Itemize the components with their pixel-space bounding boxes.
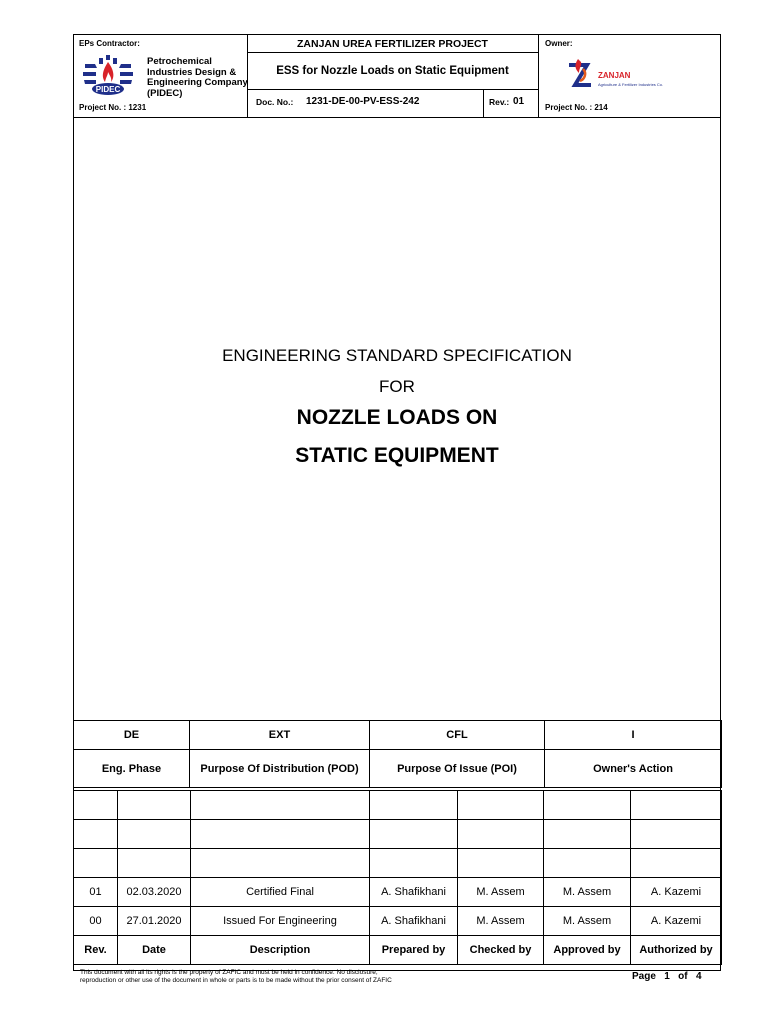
revision-row-empty (74, 791, 722, 820)
table-cell (370, 791, 458, 820)
status-code-pod: EXT (190, 721, 370, 750)
pidec-logo (79, 52, 137, 98)
spec-title-line-2: FOR (379, 377, 415, 396)
revision-row-empty (74, 820, 722, 849)
company-line-4: (PIDEC) (147, 87, 183, 99)
status-table (73, 720, 722, 788)
table-cell (544, 849, 631, 878)
table-cell (74, 820, 118, 849)
description-cell: Certified Final (191, 878, 370, 907)
status-label-pod: Purpose Of Distribution (POD) (190, 750, 370, 788)
table-cell (74, 849, 118, 878)
status-label-poi: Purpose Of Issue (POI) (370, 750, 545, 788)
rev-label: Rev.: (489, 97, 510, 107)
pidec-logo-icon (79, 52, 137, 98)
company-line-1: Petrochemical (147, 56, 212, 67)
checked-by-cell: M. Assem (458, 878, 544, 907)
table-cell (191, 820, 370, 849)
page-indicator (632, 971, 702, 982)
table-cell (191, 791, 370, 820)
rev-value: 01 (513, 96, 525, 107)
doc-no-value: 1231-DE-00-PV-ESS-242 (306, 96, 420, 107)
status-code-poi: CFL (370, 721, 545, 750)
authorized-by-cell: A. Kazemi (631, 878, 722, 907)
of-label: of (678, 971, 688, 982)
page-total: 4 (695, 971, 702, 982)
header-mid-rule-1 (247, 52, 538, 53)
header-checked-by: Checked by (458, 936, 544, 965)
date-cell: 02.03.2020 (118, 878, 191, 907)
header-description: Description (191, 936, 370, 965)
revision-row-empty (74, 849, 722, 878)
rev-cell: 00 (74, 907, 118, 936)
revision-row (74, 878, 722, 907)
approved-by-cell: M. Assem (544, 878, 631, 907)
zanjan-logo-icon (565, 55, 690, 97)
status-code-eng-phase: DE (74, 721, 190, 750)
table-cell (191, 849, 370, 878)
zanjan-logo (565, 55, 690, 97)
project-title: ZANJAN UREA FERTILIZER PROJECT (297, 38, 488, 50)
authorized-by-cell: A. Kazemi (631, 907, 722, 936)
spec-title-line-3: NOZZLE LOADS ON (296, 406, 498, 429)
header-authorized-by: Authorized by (631, 936, 722, 965)
table-cell (118, 849, 191, 878)
company-name (147, 57, 248, 99)
rev-cell: 01 (74, 878, 118, 907)
document-title: ESS for Nozzle Loads on Static Equipment (276, 65, 509, 77)
project-no-right: Project No. : 214 (545, 103, 608, 112)
status-code-owner-action: I (545, 721, 722, 750)
table-cell (370, 849, 458, 878)
table-cell (458, 791, 544, 820)
table-cell (370, 820, 458, 849)
header-prepared-by: Prepared by (370, 936, 458, 965)
zanjan-logo-name: ZANJAN (598, 71, 631, 80)
description-cell: Issued For Engineering (191, 907, 370, 936)
owner-label: Owner: (545, 39, 573, 48)
approved-by-cell: M. Assem (544, 907, 631, 936)
company-line-2: Industries Design & (147, 66, 237, 78)
table-cell (544, 820, 631, 849)
table-cell (458, 820, 544, 849)
doc-no-label: Doc. No.: (256, 97, 294, 107)
eps-contractor-label: EPs Contractor: (79, 39, 140, 48)
status-label-owner-action: Owner's Action (545, 750, 722, 788)
status-label-eng-phase: Eng. Phase (74, 750, 190, 788)
revision-table (73, 790, 722, 965)
table-cell (458, 849, 544, 878)
table-cell (544, 791, 631, 820)
header-mid-rule-2 (247, 89, 538, 90)
revision-row (74, 907, 722, 936)
company-line-3: Engineering Company (147, 77, 248, 88)
spec-title-line-4: STATIC EQUIPMENT (295, 444, 499, 467)
pidec-logo-text: PIDEC (95, 85, 121, 94)
header-right-divider (538, 34, 539, 118)
revision-header-row (74, 936, 722, 965)
table-cell (118, 820, 191, 849)
project-no-left: Project No. : 1231 (79, 103, 147, 112)
confidentiality-note (80, 969, 520, 985)
table-cell (631, 820, 722, 849)
date-cell: 27.01.2020 (118, 907, 191, 936)
table-cell (74, 791, 118, 820)
table-cell (118, 791, 191, 820)
header-rev: Rev. (74, 936, 118, 965)
table-cell (631, 791, 722, 820)
table-cell (631, 849, 722, 878)
checked-by-cell: M. Assem (458, 907, 544, 936)
page-label: Page (632, 971, 656, 982)
header-approved-by: Approved by (544, 936, 631, 965)
zanjan-logo-sub: Agriculture & Fertilizer Industries Co. (598, 82, 664, 87)
prepared-by-cell: A. Shafikhani (370, 878, 458, 907)
header-bottom-rule (73, 117, 721, 118)
header-date: Date (118, 936, 191, 965)
rev-cell-divider (483, 89, 484, 118)
confidentiality-line-2: reproduction or other use of the document in whole or parts is to be made without the prior consent of ZAFIC (80, 977, 392, 984)
page-number: 1 (664, 971, 670, 982)
prepared-by-cell: A. Shafikhani (370, 907, 458, 936)
confidentiality-line-1: This document with all its rights is the property of ZAFIC and must be held in confidence. No disclosure, (80, 969, 378, 976)
spec-title-line-1: ENGINEERING STANDARD SPECIFICATION (222, 346, 572, 365)
